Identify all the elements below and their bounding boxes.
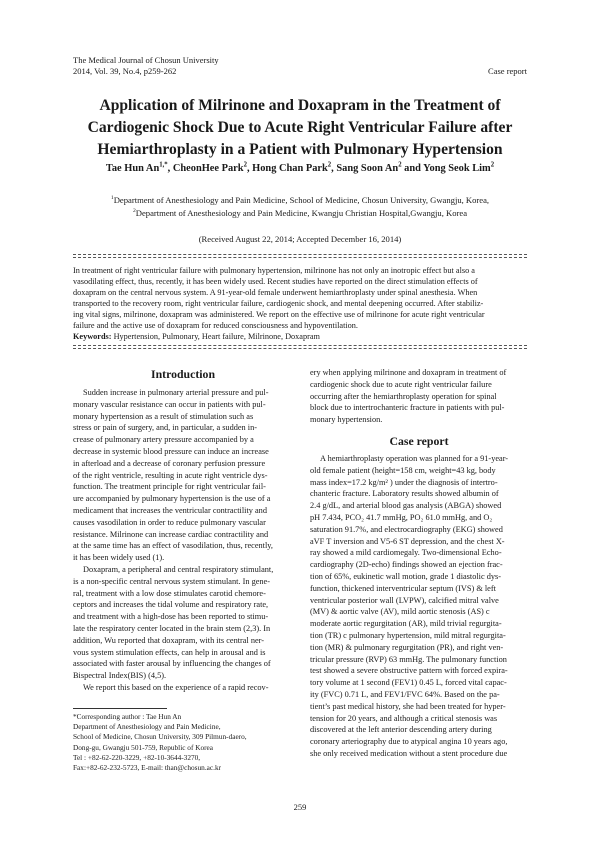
affiliation-text: Department of Anesthesiology and Pain Medicine, Kwangju Christian Hospital,Gwangju, Korea [135, 208, 468, 218]
running-header [73, 55, 219, 77]
right-column [310, 367, 528, 760]
keywords-label: Keywords: [73, 332, 112, 341]
text-line: tion (MR) & pulmonary regurgitation (PR), and right ven- [310, 642, 504, 652]
footnote-line: *Corresponding author : Tae Hun An [73, 712, 182, 721]
text-line: monary hypertension as a result of stimulation such as [73, 411, 254, 421]
intro-paragraph [73, 682, 293, 694]
author-list: Tae Hun $An^{1,*}$, CheonHee Park$^2$, Hong Chan Park$^2$, Sang Soon An$^2$ and Yong Seok Lim$^2$ [105, 161, 495, 174]
text-line: decrease in systemic blood pressure can induce an increase [73, 446, 269, 456]
text-line: pH 7.434, PCO₂ 41.7 mmHg, PO₂ 61.0 mmHg, and O₂ [310, 512, 493, 522]
author-name: CheonHee Park [172, 163, 244, 174]
text-line: chanteric fracture. Laboratory results showed albumin of [310, 489, 499, 499]
text-line: late the respiratory center located in the brain stem (2,3). In [73, 623, 271, 633]
text-line: mass index=17.2 kg/m² ) under the diagnosis of intertro- [310, 477, 498, 487]
text-line: vous system stimulation effects, can help in arousal and is [73, 647, 266, 657]
journal-name: The Medical Journal of Chosun University [73, 55, 219, 65]
text-line: ray showed a mild cardiomegaly. Two-dimensional Echo- [310, 548, 502, 558]
text-line: tion of 65%, eukinetic wall motion, grade 1 diastolic dys- [310, 571, 502, 581]
text-line: tory volume at 1 second (FEV1) 0.45 L, forced vital capac- [310, 678, 507, 688]
author-name: Hong Chan Park [252, 163, 328, 174]
continued-paragraph [310, 367, 528, 426]
text-line: associated with faster arousal by influencing the changes of [73, 659, 271, 669]
text-line: discovered at the left anterior descending artery during [310, 725, 492, 735]
footnote-line: Tel : +82-62-220-3229, +82-10-3644-3270, [73, 752, 201, 762]
author-sup: 2 [398, 161, 402, 169]
intro-paragraph [73, 564, 293, 682]
text-line: at the same time has an effect of vasodilation, thus, recently, [73, 541, 273, 551]
text-line: ventricular posterior wall (LVPW), calcified mitral valve [310, 595, 499, 605]
affiliation [40, 208, 560, 219]
text-line: tricular pressure (RVP) 63 mmHg. The pulmonary function [310, 654, 507, 664]
text-line: saturation 91.7%, and electrocardiography (EKG) showed [310, 524, 503, 534]
text-line: causes vasodilation in order to reduce pulmonary vascular [73, 517, 266, 527]
abstract-line: failure and the active use of doxapram for reduced consciousness and hypoventilation. [73, 321, 358, 330]
text-line: old female patient (height=158 cm, weight=43 kg, body [310, 465, 496, 475]
text-line: it has been widely used (1). [73, 553, 165, 563]
dashed-divider [73, 345, 527, 346]
paper-title [40, 95, 560, 161]
text-line: is a non-specific central nervous system stimulant. In gene- [73, 576, 270, 586]
title-line: Hemiarthroplasty in a Patient with Pulmonary Hypertension [97, 141, 503, 158]
left-column [73, 367, 293, 694]
text-line: aVF T inversion and V5-6 ST depression, and the chest X- [310, 536, 505, 546]
keywords-list: Hypertension, Pulmonary, Heart failure, Milrinone, Doxapram [113, 332, 320, 341]
abstract [73, 265, 527, 342]
dashed-divider [73, 348, 527, 349]
text-line: and treatment with a high-dose has been reported to stimu- [73, 612, 269, 622]
text-line: she only received medication without a stent procedure due [310, 748, 508, 758]
text-line: medicament that increases the ventricular contractility and [73, 505, 267, 515]
text-line: tion (TR) c pulmonary hypertension, mild mitral regurgita- [310, 630, 506, 640]
case-paragraph [310, 453, 528, 760]
text-line: Doxapram, a peripheral and central respiratory stimulant, [83, 564, 274, 574]
abstract-line: transported to the recovery room, right ventricular failure, cardiogenic shock, and mental deepening occurred. After stabiliz- [73, 299, 484, 308]
author-sup: 2 [490, 161, 495, 169]
abstract-line: doxapram on the central nervous system. A 91-year-old female underwent hemiarthroplasty under spinal anesthesia. When [73, 288, 478, 297]
text-line: tient’s past medical history, she had been treated for hyper- [310, 701, 506, 711]
text-line: crease of pulmonary artery pressure accompanied by a [73, 435, 254, 445]
text-line: ure accompanied by pulmonary hypertension is the use of a [73, 494, 271, 504]
title-line: Application of Milrinone and Doxapram in the Treatment of [99, 97, 501, 114]
abstract-line: In treatment of right ventricular failure with pulmonary hypertension, milrinone has not only an inotropic effect but also a [73, 266, 475, 275]
text-line: cardiogenic shock due to acute right ventricular failure [310, 379, 492, 389]
footnote-line: Fax:+82-62-232-5723, E-mail: than@chosun.ac.kr [73, 763, 222, 773]
text-line: addition, Wu reported that doxapram, with its central ner- [73, 635, 265, 645]
text-line: cardiography (2D-echo) findings showed an ejection frac- [310, 560, 503, 570]
text-line: ity (FVC) 0.71 L, and FEV1/FVC 64%. Based on the pa- [310, 689, 500, 699]
author-sup: 2 [243, 161, 247, 169]
text-line: ral, treatment with a low dose stimulates carotid chemore- [73, 588, 266, 598]
affiliation-text: Department of Anesthesiology and Pain Medicine, School of Medicine, Chosun University, Gwangju, Korea, [113, 195, 490, 205]
text-line: monary vascular resistance can occur in patients with pul- [73, 399, 266, 409]
corresponding-author-footnote [73, 712, 293, 773]
text-line: resistance. Milrinone can increase cardiac contractility and [73, 529, 269, 539]
text-line: 2.4 g/dL, and arterial blood gas analysis (ABGA) showed [310, 501, 502, 511]
text-line: block due to intertrochanteric fracture in patients with pul- [310, 403, 505, 413]
journal-volume: 2014, Vol. 39, No.4, p259-262 [73, 66, 177, 76]
affiliation-sup: 2 [132, 208, 136, 215]
intro-paragraph [73, 387, 293, 564]
authors-and: and [404, 163, 421, 174]
text-line: function. The treatment principle for right ventricular fail- [73, 482, 266, 492]
text-line: in afterload and a decrease of coronary perfusion pressure [73, 458, 266, 468]
title-line: Cardiogenic Shock Due to Acute Right Ventricular Failure after [87, 119, 513, 136]
text-line: monary hypertension. [310, 415, 383, 425]
text-line: We report this based on the experience of a rapid recov- [83, 682, 269, 692]
text-line: function, thickened interventricular septum (IVS) & left [310, 583, 496, 593]
text-line: Bispectral Index(BIS) (4,5). [73, 671, 167, 681]
text-line: ceptors and increases the tidal volume and respiratory rate, [73, 600, 269, 610]
section-heading: Case report [389, 433, 449, 448]
abstract-line: vasodilating effect, thus, recently, it has been widely used. Recent studies have reported on the direct stimulation effects of [73, 277, 478, 286]
text-line: test showed a severe obstructive pattern with forced expira- [310, 666, 508, 676]
author-sup: 2 [327, 161, 332, 169]
footnote-line: Department of Anesthesiology and Pain Medicine, [73, 722, 221, 732]
text-line: coronary arteriography due to atypical angina 10 years ago, [310, 737, 508, 747]
footnote-rule [73, 708, 167, 709]
received-dates: (Received August 22, 2014; Accepted December 16, 2014) [198, 234, 402, 244]
dashed-divider [73, 257, 527, 258]
text-line: stress or pain of surgery, and, in particular, a sudden in- [73, 423, 257, 433]
author-name: Sang Soon An [336, 163, 399, 174]
dashed-divider [73, 254, 527, 255]
author-name: Tae Hun An [105, 163, 160, 174]
text-line: moderate aortic regurgitation (AR), mild trivial regurgita- [310, 619, 502, 629]
page-number: 259 [293, 802, 307, 812]
article-type: Case report [488, 66, 527, 76]
text-line: (MV) & aortic valve (AV), mild aortic stenosis (AS) c [310, 607, 490, 617]
text-line: A hemiarthroplasty operation was planned for a 91-year- [320, 453, 509, 463]
affiliation [40, 195, 560, 206]
footnote-line: School of Medicine, Chosun University, 309 Pilmun-daero, [73, 732, 247, 742]
author-name: Yong Seok Lim [423, 163, 491, 174]
footnote-line: Dong-gu, Gwangju 501-759, Republic of Korea [73, 742, 214, 752]
keywords [73, 331, 527, 342]
text-line: tension for 20 years, and although a critical stenosis was [310, 713, 498, 723]
affiliation-sup: 1 [110, 195, 114, 202]
text-line: ery when applying milrinone and doxapram in treatment of [310, 368, 507, 377]
section-heading: Introduction [150, 367, 216, 381]
text-line: of the right ventricle, resulting in acute right ventricle dys- [73, 470, 268, 480]
text-line: Sudden increase in pulmonary arterial pressure and pul- [83, 388, 269, 397]
abstract-line: ing vital signs, milrinone, doxapram was administered. We report on the effective use of milrinone for acute right ventricular [73, 310, 485, 319]
author-sup: 1,* [159, 161, 168, 169]
text-line: occurring after the hemiarthroplasty operation for spinal [310, 391, 497, 401]
